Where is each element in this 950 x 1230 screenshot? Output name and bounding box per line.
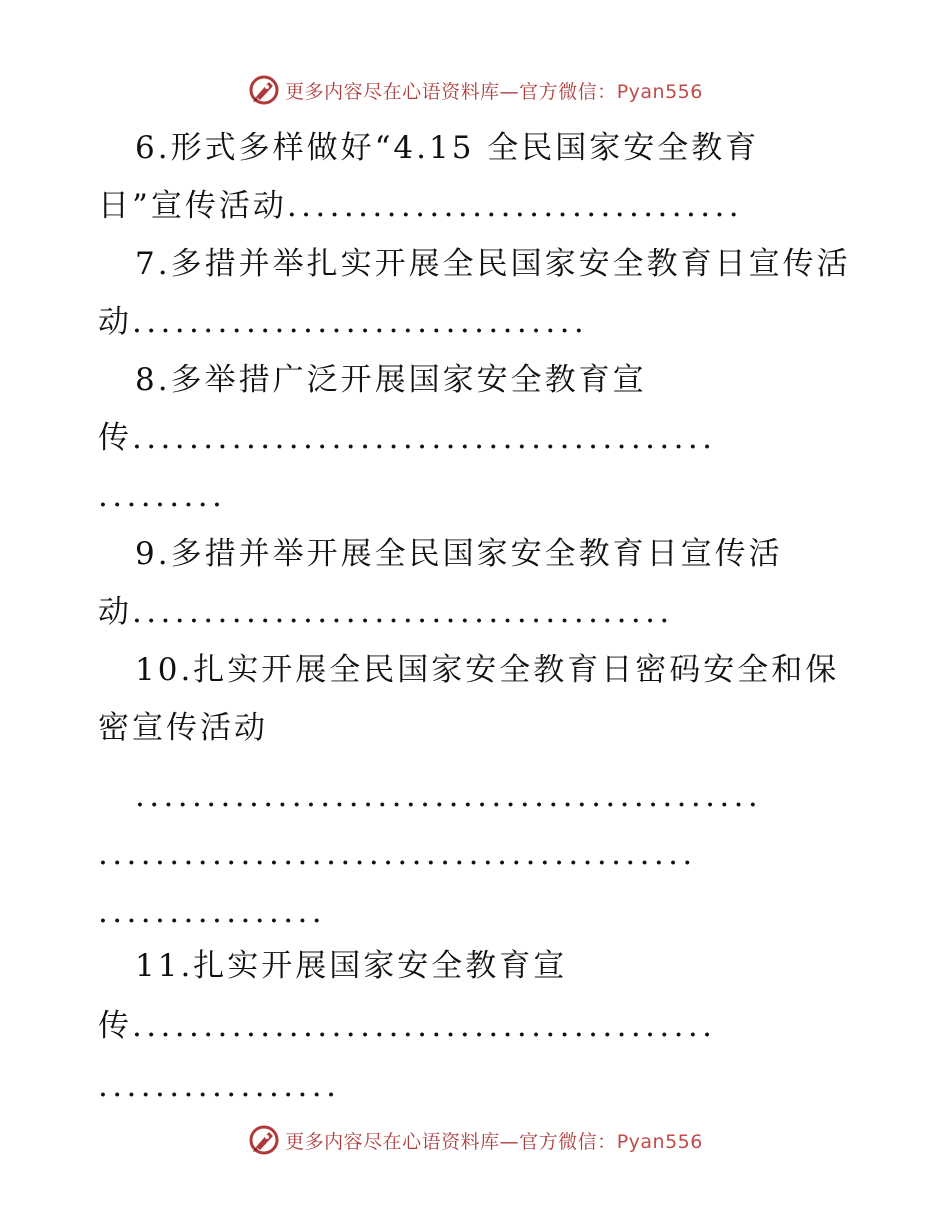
toc-item-8-title[interactable]: 8.多举措广泛开展国家安全教育宣 [135, 362, 647, 398]
toc-item-6-title[interactable]: 6.形式多样做好“4.15 全民国家安全教育 [135, 130, 760, 166]
leader-dots: ......... [98, 478, 227, 514]
leader-dots: ............................................ [135, 778, 763, 814]
banner-text: 更多内容尽在心语资料库—官方微信：Pyan556 [285, 80, 703, 103]
toc-item-9-title[interactable]: 9.多措并举开展全民国家安全教育日宣传活 [135, 536, 783, 572]
banner-text: 更多内容尽在心语资料库—官方微信：Pyan556 [285, 1130, 703, 1153]
leader-dots: ......................................... [132, 1008, 717, 1044]
toc-item-10-title-cont[interactable]: 密宣传活动 [98, 710, 268, 746]
toc-item-7-title-cont[interactable]: 动................................ [98, 304, 589, 340]
footer-banner [0, 1120, 950, 1160]
leader-dots: ................. [98, 1068, 341, 1104]
leader-dots: ...................................... [132, 594, 674, 630]
pen-nib-logo-icon [247, 1123, 281, 1157]
pen-nib-logo-icon [247, 73, 281, 107]
leader-dots: ................................ [286, 188, 743, 224]
toc-item-6-title-cont[interactable]: 日”宣传活动................................ [98, 188, 743, 224]
wechat-account: Pyan556 [616, 1130, 703, 1153]
toc-item-7-title[interactable]: 7.多措并举扎实开展全民国家安全教育日宣传活 [135, 246, 851, 282]
toc-item-10-title[interactable]: 10.扎实开展全民国家安全教育日密码安全和保 [135, 652, 840, 688]
toc-item-8-title-cont[interactable]: 传......................................... [98, 420, 717, 456]
toc-item-11-title[interactable]: 11.扎实开展国家安全教育宣 [135, 948, 568, 984]
leader-dots: ................................ [132, 304, 589, 340]
leader-dots: .......................................... [98, 836, 697, 872]
toc-item-11-title-cont[interactable]: 传......................................... [98, 1008, 717, 1044]
header-banner [0, 70, 950, 110]
toc-item-9-title-cont[interactable]: 动...................................... [98, 594, 674, 630]
leader-dots: ......................................... [132, 420, 717, 456]
wechat-account: Pyan556 [616, 80, 703, 103]
leader-dots: ................ [98, 894, 327, 930]
